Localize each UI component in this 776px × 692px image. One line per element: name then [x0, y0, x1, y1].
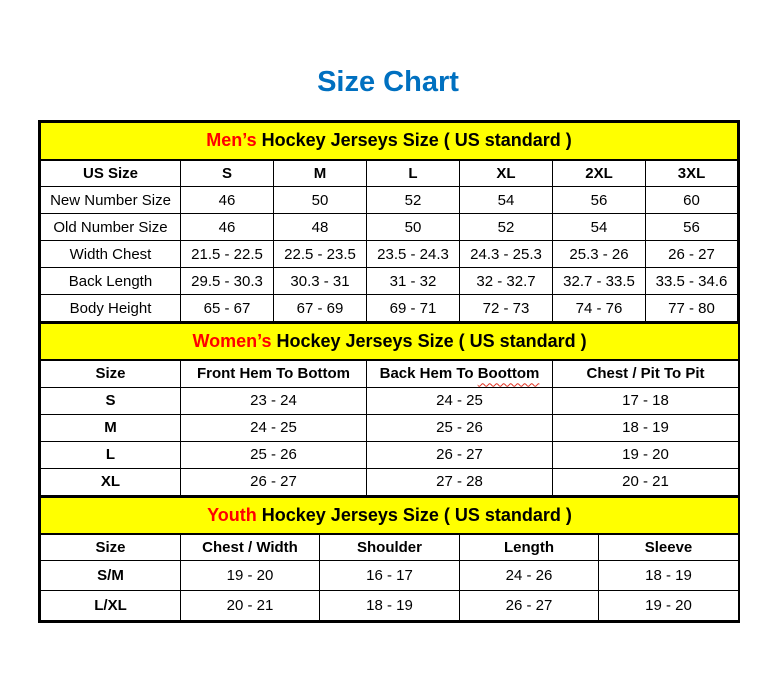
size-value-cell: 18 - 19 [553, 414, 739, 441]
row-label: S/M [41, 561, 181, 591]
size-value-cell: 24.3 - 25.3 [460, 241, 553, 268]
size-value-cell: 46 [181, 187, 274, 214]
column-header: Sleeve [599, 534, 739, 561]
misspelled-word: Boottom [477, 365, 540, 383]
size-value-cell: 60 [646, 187, 738, 214]
section-highlight-text: Youth [207, 504, 257, 525]
size-value-cell: 24 - 25 [181, 414, 367, 441]
youth-size-table [40, 496, 739, 622]
size-value-cell: 20 - 21 [181, 591, 320, 621]
column-header: 2XL [553, 160, 646, 187]
mens-header-row [41, 160, 738, 187]
size-value-cell: 26 - 27 [181, 468, 367, 495]
mens-size-table [40, 122, 738, 322]
size-value-cell: 26 - 27 [367, 441, 553, 468]
size-value-cell: 32.7 - 33.5 [553, 268, 646, 295]
size-value-cell: 72 - 73 [460, 295, 553, 322]
size-value-cell: 54 [460, 187, 553, 214]
size-value-cell: 50 [274, 187, 367, 214]
section-text: Hockey Jerseys Size ( US standard ) [271, 331, 587, 351]
table-row [41, 295, 738, 322]
size-value-cell: 52 [367, 187, 460, 214]
size-value-cell: 20 - 21 [553, 468, 739, 495]
size-value-cell: 33.5 - 34.6 [646, 268, 738, 295]
column-header: US Size [41, 160, 181, 187]
table-row [41, 591, 739, 621]
size-value-cell: 32 - 32.7 [460, 268, 553, 295]
row-label: XL [41, 468, 181, 495]
column-header [367, 360, 553, 387]
table-row [41, 414, 739, 441]
size-value-cell: 46 [181, 214, 274, 241]
page-title: Size Chart [317, 66, 459, 98]
size-value-cell: 69 - 71 [367, 295, 460, 322]
section-highlight-text: Women’s [192, 331, 272, 351]
column-header: 3XL [646, 160, 738, 187]
section-highlight-text: Men’s [206, 130, 257, 151]
row-label: M [41, 414, 181, 441]
table-row [41, 268, 738, 295]
row-label: Width Chest [41, 241, 181, 268]
table-row [41, 387, 739, 414]
size-value-cell: 26 - 27 [460, 591, 599, 621]
size-value-cell: 48 [274, 214, 367, 241]
column-header: Chest / Width [181, 534, 320, 561]
size-value-cell: 16 - 17 [320, 561, 460, 591]
womens-size-table [40, 322, 739, 496]
row-label: New Number Size [41, 187, 181, 214]
row-label: Body Height [41, 295, 181, 322]
size-value-cell: 30.3 - 31 [274, 268, 367, 295]
size-tables-container [38, 120, 740, 623]
column-header: Size [41, 360, 181, 387]
mens-section-header [41, 123, 738, 160]
table-row [41, 187, 738, 214]
size-value-cell: 27 - 28 [367, 468, 553, 495]
row-label: Old Number Size [41, 214, 181, 241]
size-value-cell: 19 - 20 [553, 441, 739, 468]
size-value-cell: 25 - 26 [367, 414, 553, 441]
column-header: Size [41, 534, 181, 561]
size-value-cell: 22.5 - 23.5 [274, 241, 367, 268]
size-value-cell: 56 [553, 187, 646, 214]
size-value-cell: 24 - 25 [367, 387, 553, 414]
size-value-cell: 56 [646, 214, 738, 241]
section-text: Back Hem To [379, 365, 478, 383]
row-label: S [41, 387, 181, 414]
size-value-cell: 52 [460, 214, 553, 241]
section-text: Hockey Jerseys Size ( US standard ) [256, 504, 572, 525]
column-header: Chest / Pit To Pit [553, 360, 739, 387]
size-value-cell: 29.5 - 30.3 [181, 268, 274, 295]
size-value-cell: 54 [553, 214, 646, 241]
row-label: Back Length [41, 268, 181, 295]
size-value-cell: 19 - 20 [181, 561, 320, 591]
table-row [41, 241, 738, 268]
size-value-cell: 77 - 80 [646, 295, 738, 322]
table-row [41, 468, 739, 495]
size-value-cell: 17 - 18 [553, 387, 739, 414]
size-value-cell: 21.5 - 22.5 [181, 241, 274, 268]
section-text: Hockey Jerseys Size ( US standard ) [256, 130, 572, 151]
size-value-cell: 74 - 76 [553, 295, 646, 322]
size-value-cell: 65 - 67 [181, 295, 274, 322]
row-label: L/XL [41, 591, 181, 621]
size-value-cell: 24 - 26 [460, 561, 599, 591]
table-row [41, 214, 738, 241]
column-header: L [367, 160, 460, 187]
table-row [41, 441, 739, 468]
table-row [41, 561, 739, 591]
size-value-cell: 25 - 26 [181, 441, 367, 468]
column-header: Front Hem To Bottom [181, 360, 367, 387]
size-value-cell: 19 - 20 [599, 591, 739, 621]
size-value-cell: 50 [367, 214, 460, 241]
womens-section-header [41, 323, 739, 360]
youth-header-row [41, 534, 739, 561]
size-value-cell: 25.3 - 26 [553, 241, 646, 268]
size-value-cell: 23 - 24 [181, 387, 367, 414]
column-header: S [181, 160, 274, 187]
size-value-cell: 18 - 19 [599, 561, 739, 591]
size-value-cell: 23.5 - 24.3 [367, 241, 460, 268]
size-value-cell: 31 - 32 [367, 268, 460, 295]
size-value-cell: 18 - 19 [320, 591, 460, 621]
column-header: M [274, 160, 367, 187]
row-label: L [41, 441, 181, 468]
column-header: Shoulder [320, 534, 460, 561]
column-header: Length [460, 534, 599, 561]
womens-header-row [41, 360, 739, 387]
size-value-cell: 26 - 27 [646, 241, 738, 268]
size-value-cell: 67 - 69 [274, 295, 367, 322]
youth-section-header [41, 497, 739, 534]
column-header: XL [460, 160, 553, 187]
